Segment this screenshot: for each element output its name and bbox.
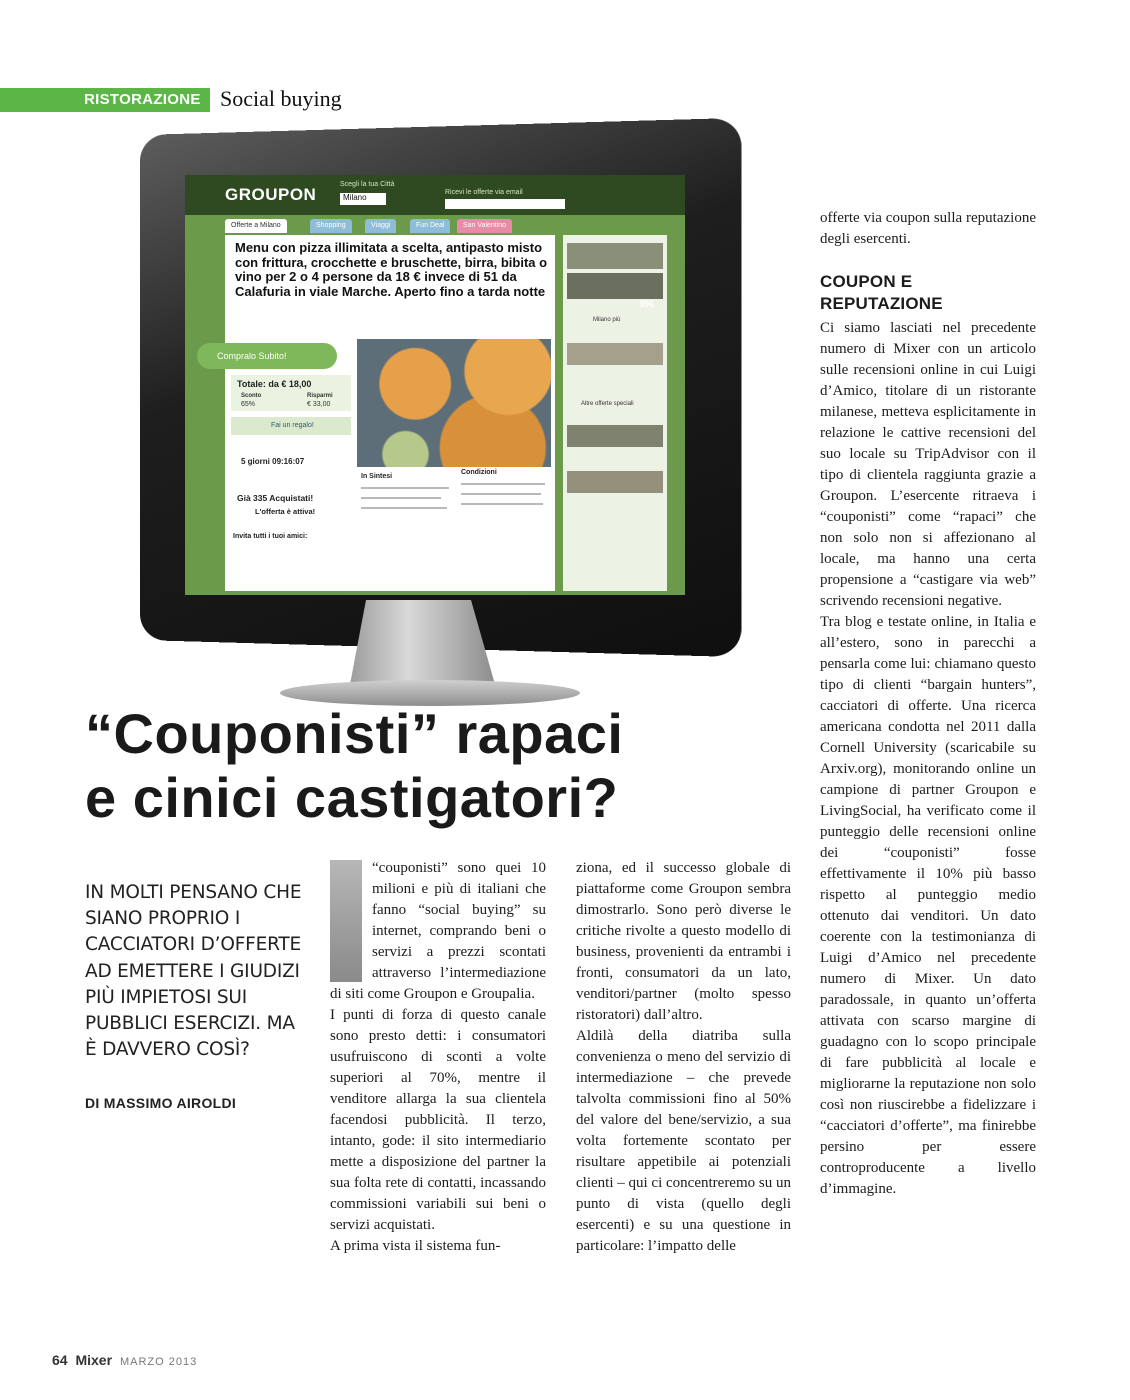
side-thumbnail <box>567 471 663 493</box>
city-label: Scegli la tua Città <box>340 181 395 188</box>
fine-print-line <box>361 497 441 499</box>
tab-fundeal: Fun Deal <box>410 219 450 233</box>
deal-title: Menu con pizza illimitata a scelta, antipasto misto con frittura, crocchette e bruschette, birra, bibita o vino per 2 o 4 persone da 18 € invece di 51 da Calafuria in viale Marche. Aperto fino a tarda notte <box>235 240 548 299</box>
section-label: RISTORAZIONE <box>84 91 201 108</box>
paragraph: Tra blog e testate online, in Italia e all’estero, sono in parecchi a pensarla come lui: chiamano questo tipo di clienti “bargain hunters”, cacciatori di offerte. Una ricerca americana condotta nel 2011 dalla Cornell University (scaricabile su Arxiv.org), monitorando online un campione di partner Groupon e LivingSocial, ha verificato come il punteggio delle recensioni online dei “couponisti” fosse effettivamente il 10% più basso rispetto al punteggio medio ottenuto dai venditori. Un dato coerente con la testimonianza di Luigi d’Amico nel precedente numero di Mixer. Un dato paradossale, in quanto un’offerta attivata con scarso margine di guadagno con lo scopo principale di fare pubblicità al locale e migliorarne la reputazione non solo così non riuscirebbe a fidelizzare i “cacciatori d’offerte”, ma finirebbe persino per essere controproducente a livello d’immagine. <box>820 614 1036 1197</box>
side-thumbnail <box>567 273 663 299</box>
paragraph: Aldilà della diatriba sulla convenienza o meno del servizio di intermediazione – che prevede talvolta commissioni fino al 50% del valore del bene/servizio, a sua volta fortemente scontato per risultare appetibile ai potenziali clienti – qui ci concentreremo su un punto di vista (quello degli esercenti) e su una questione in particolare: l’impatto delle <box>576 1028 791 1254</box>
price-box <box>231 375 351 411</box>
sidebar-offers <box>563 235 667 591</box>
city-select: Milano <box>340 193 386 205</box>
article-column-3 <box>820 208 1036 1200</box>
side-thumbnail <box>567 425 663 447</box>
paragraph: A prima vista il sistema fun- <box>330 1238 501 1254</box>
savings-value: € 33,00 <box>307 401 331 408</box>
tab-viaggi: Viaggi <box>365 219 396 233</box>
page-folio <box>52 1352 197 1368</box>
section-topic: Social buying <box>220 86 342 111</box>
savings-label: Risparmi <box>307 393 333 399</box>
tab-shopping: Shopping <box>310 219 352 233</box>
fine-print-line <box>361 487 449 489</box>
bought-count: Già 335 Acquistati! <box>237 493 314 503</box>
tab-offerte: Offerte a Milano <box>225 219 287 233</box>
standfirst: IN MOLTI PENSANO CHE SIANO PROPRIO I CACCIATORI D’OFFERTE AD EMETTERE I GIUDIZI PIÙ IMPIETOSI SUI PUBBLICI ESERCIZI. MA È DAVVERO COSÌ? <box>85 882 302 1061</box>
subheading: COUPON E REPUTAZIONE <box>820 272 943 313</box>
headline-line: “Couponisti” rapaci <box>85 702 624 765</box>
offers-email-input <box>445 199 565 209</box>
dropcap <box>330 860 362 982</box>
fine-print-line <box>461 503 543 505</box>
monitor-screen <box>185 175 685 595</box>
article-column-1 <box>330 858 546 1257</box>
pizza-photo <box>357 339 551 467</box>
discount-value: 65% <box>241 401 256 408</box>
headline <box>85 702 623 830</box>
side-heading: Altre offerte speciali <box>581 401 634 407</box>
invite-friends: Invita tutti i tuoi amici: <box>233 533 308 540</box>
paragraph: offerte via coupon sulla reputazione degli esercenti. <box>820 210 1036 247</box>
fine-print-line <box>461 483 545 485</box>
side-heading: Milano più <box>593 317 621 323</box>
paragraph: “couponisti” sono quei 10 milioni e più di italiani che fanno “social buying” su internet, comprando beni o servizi a prezzi scontati attraverso l’intermediazione di siti come Groupon e Groupalia. <box>330 860 546 1002</box>
article-column-2 <box>576 858 791 1257</box>
issue-date: MARZO 2013 <box>119 1356 198 1368</box>
side-thumbnail <box>567 343 663 365</box>
discount-label: Sconto <box>241 393 262 399</box>
deal-active: L'offerta è attiva! <box>255 507 316 516</box>
paragraph: Ci siamo lasciati nel precedente numero di Mixer con un articolo sulle recensioni online in cui Luigi d’Amico, titolare di un ristorante milanese, metteva esplicitamente in relazione le cattive recensioni del suo locale su TripAdvisor con il tipo di clientela raggiunta grazie a Groupon. L’esercente ritraeva i “couponisti” come “rapaci” che non solo non si affezionano al locale, ma hanno una certa propensione a “castigare via web” scrivendo recensioni negative. <box>820 320 1036 609</box>
gift-link: Fai un regalo! <box>231 417 351 435</box>
side-thumbnail <box>567 243 663 269</box>
groupon-header <box>185 175 685 215</box>
conditions-heading: Condizioni <box>461 469 497 476</box>
headline-line: e cinici castigatori? <box>85 766 619 829</box>
countdown-timer: 5 giorni 09:16:07 <box>241 457 305 466</box>
offers-label: Ricevi le offerte via email <box>445 189 523 196</box>
paragraph: ziona, ed il successo globale di piattaforme come Groupon sembra dimostrarlo. Sono però diverse le critiche rivolte a questo modello di business, provenienti da entrambi i fronti, consumatori da un lato, venditori/partner (molto spesso ristoratori) dall’altro. <box>576 860 791 1023</box>
summary-heading: In Sintesi <box>361 473 393 480</box>
fine-print-line <box>461 493 541 495</box>
magazine-name: Mixer <box>75 1352 113 1368</box>
buy-button: Compralo Subito! <box>197 343 337 369</box>
side-price: 39€ <box>639 299 655 309</box>
paragraph: I punti di forza di questo canale sono presto detti: i consumatori usufruiscono di sconti a volte superiori al 70%, mentre il venditore allarga la sua clientela facendosi pubblicità. Il terzo, intanto, gode: il sito intermediario mette a disposizione del partner la sua folta rete di contatti, incassando commissioni variabili sui beni o servizi acquistati. <box>330 1007 546 1233</box>
groupon-logo: GROUPON <box>225 185 317 204</box>
byline: DI MASSIMO AIROLDI <box>85 1095 237 1111</box>
price-total: Totale: da € 18,00 <box>237 379 312 389</box>
deal-box <box>217 235 555 591</box>
tab-sanvalentino: San Valentino <box>457 219 512 233</box>
fine-print-line <box>361 507 447 509</box>
page-number: 64 <box>52 1352 68 1368</box>
